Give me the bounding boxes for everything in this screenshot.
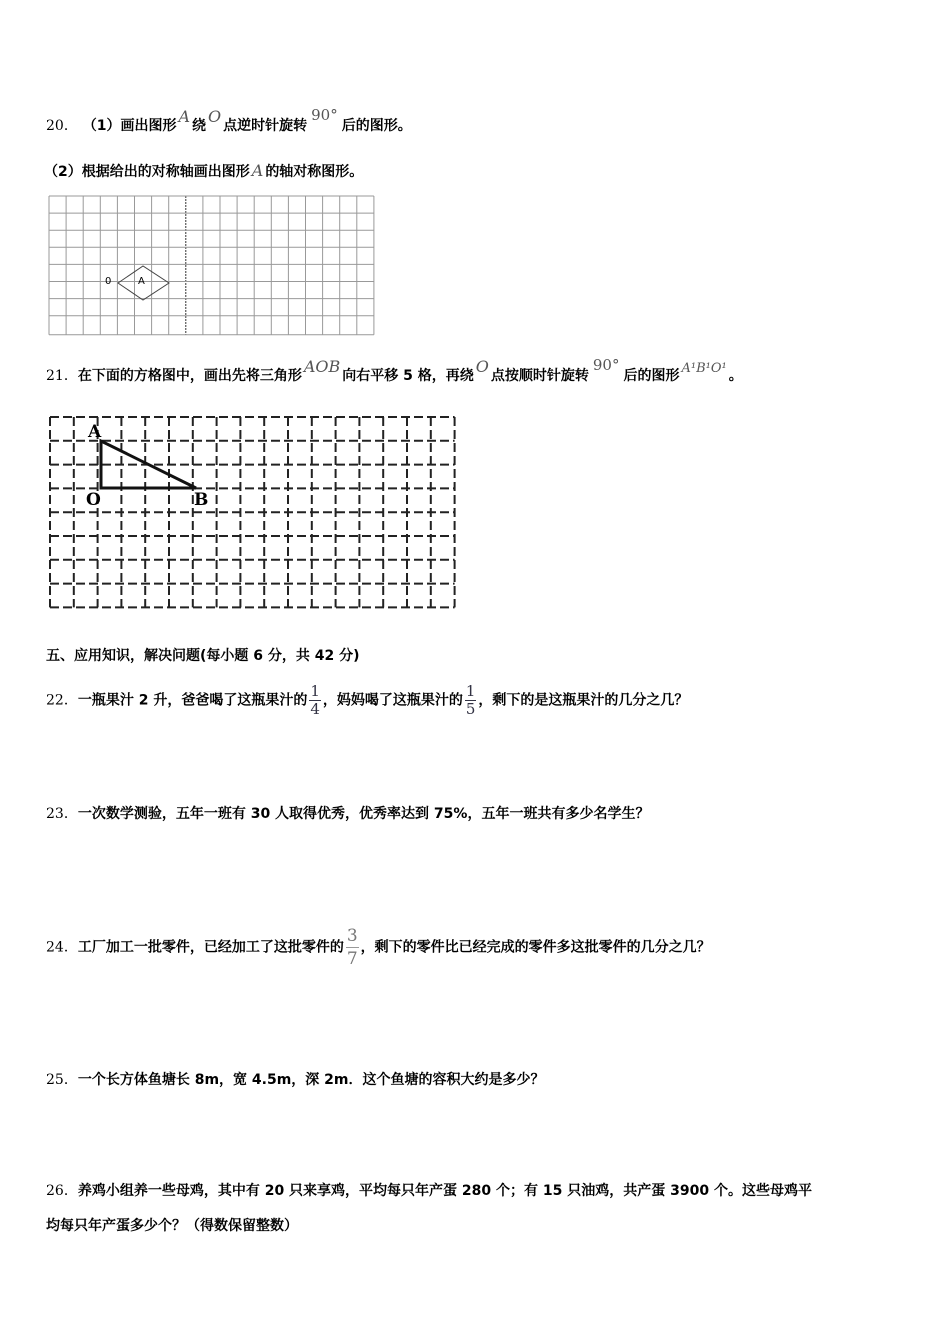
text: 点逆时针旋转 — [223, 118, 308, 134]
math-symbol: O — [475, 357, 489, 376]
fraction — [309, 683, 321, 718]
shape-label: A — [138, 276, 145, 287]
text: 一瓶果汁 2 升，爸爸喝了这瓶果汁的 — [77, 692, 308, 709]
fraction — [346, 925, 359, 970]
math-symbol: A — [251, 161, 264, 180]
question-number: 25． — [46, 1072, 78, 1088]
text: ，剩下的零件比已经完成的零件多这批零件的几分之几？ — [360, 939, 711, 956]
point-label: 0 — [105, 276, 112, 287]
math-symbol: A — [178, 107, 191, 126]
text: 工厂加工一批零件，已经加工了这批零件的 — [77, 939, 344, 956]
text: 点按顺时针旋转 — [490, 368, 589, 384]
text: （1）画出图形 — [82, 118, 177, 134]
text: 后的图形。 — [341, 118, 412, 134]
vertex-label-b: B — [194, 490, 209, 510]
q26-text-line2: 均每只年产蛋多少个？（得数保留整数） — [46, 1218, 298, 1234]
text: 的轴对称图形。 — [265, 164, 364, 180]
fraction — [465, 683, 477, 718]
grid-figure-21 — [0, 0, 950, 620]
question-number: 24． — [46, 939, 78, 956]
text: 一次数学测验，五年一班有 30 人取得优秀，优秀率达到 75%，五年一班共有多少名学生？ — [77, 806, 650, 822]
angle: 90° — [592, 356, 620, 374]
question-number: 22． — [46, 692, 78, 709]
question-number: 20． — [46, 118, 78, 134]
q25-text — [46, 1070, 545, 1090]
text: （2）根据给出的对称轴画出图形 — [44, 164, 250, 180]
angle: 90° — [311, 106, 338, 124]
text: 后的图形 — [623, 368, 680, 384]
numerator: 1 — [310, 682, 320, 700]
text: 。 — [728, 368, 743, 384]
denominator: 5 — [465, 700, 476, 718]
text: ，妈妈喝了这瓶果汁的 — [322, 692, 463, 709]
section-title: 五、应用知识，解决问题(每小题 6 分，共 42 分) — [46, 648, 360, 664]
text: 养鸡小组养一些母鸡，其中有 20 只来享鸡，平均每只年产蛋 280 个；有 15 只油鸡，共产蛋 3900 个。这些母鸡平 — [77, 1183, 812, 1199]
denominator: 4 — [310, 700, 320, 718]
text: 在下面的方格图中，画出先将三角形 — [77, 368, 302, 384]
question-number: 21． — [46, 368, 78, 384]
text: 一个长方体鱼塘长 8m，宽 4.5m，深 2m．这个鱼塘的容积大约是多少？ — [77, 1072, 545, 1088]
numerator: 1 — [465, 682, 476, 700]
q23-text — [46, 804, 649, 824]
math-symbol: A¹B¹O¹ — [681, 361, 727, 376]
denominator: 7 — [346, 949, 358, 969]
q24-text — [46, 925, 711, 970]
text: 绕 — [192, 118, 207, 134]
vertex-label-a: A — [88, 422, 102, 442]
q22-text — [46, 683, 688, 718]
text: 向右平移 5 格，再绕 — [342, 368, 474, 384]
vertex-label-o: O — [86, 490, 101, 510]
q26-text-line1 — [46, 1181, 812, 1201]
question-number: 23． — [46, 806, 78, 822]
question-number: 26． — [46, 1183, 78, 1199]
numerator: 3 — [346, 926, 358, 946]
math-symbol: O — [208, 107, 222, 126]
math-symbol: AOB — [303, 357, 341, 376]
text: ，剩下的是这瓶果汁的几分之几？ — [478, 692, 689, 709]
